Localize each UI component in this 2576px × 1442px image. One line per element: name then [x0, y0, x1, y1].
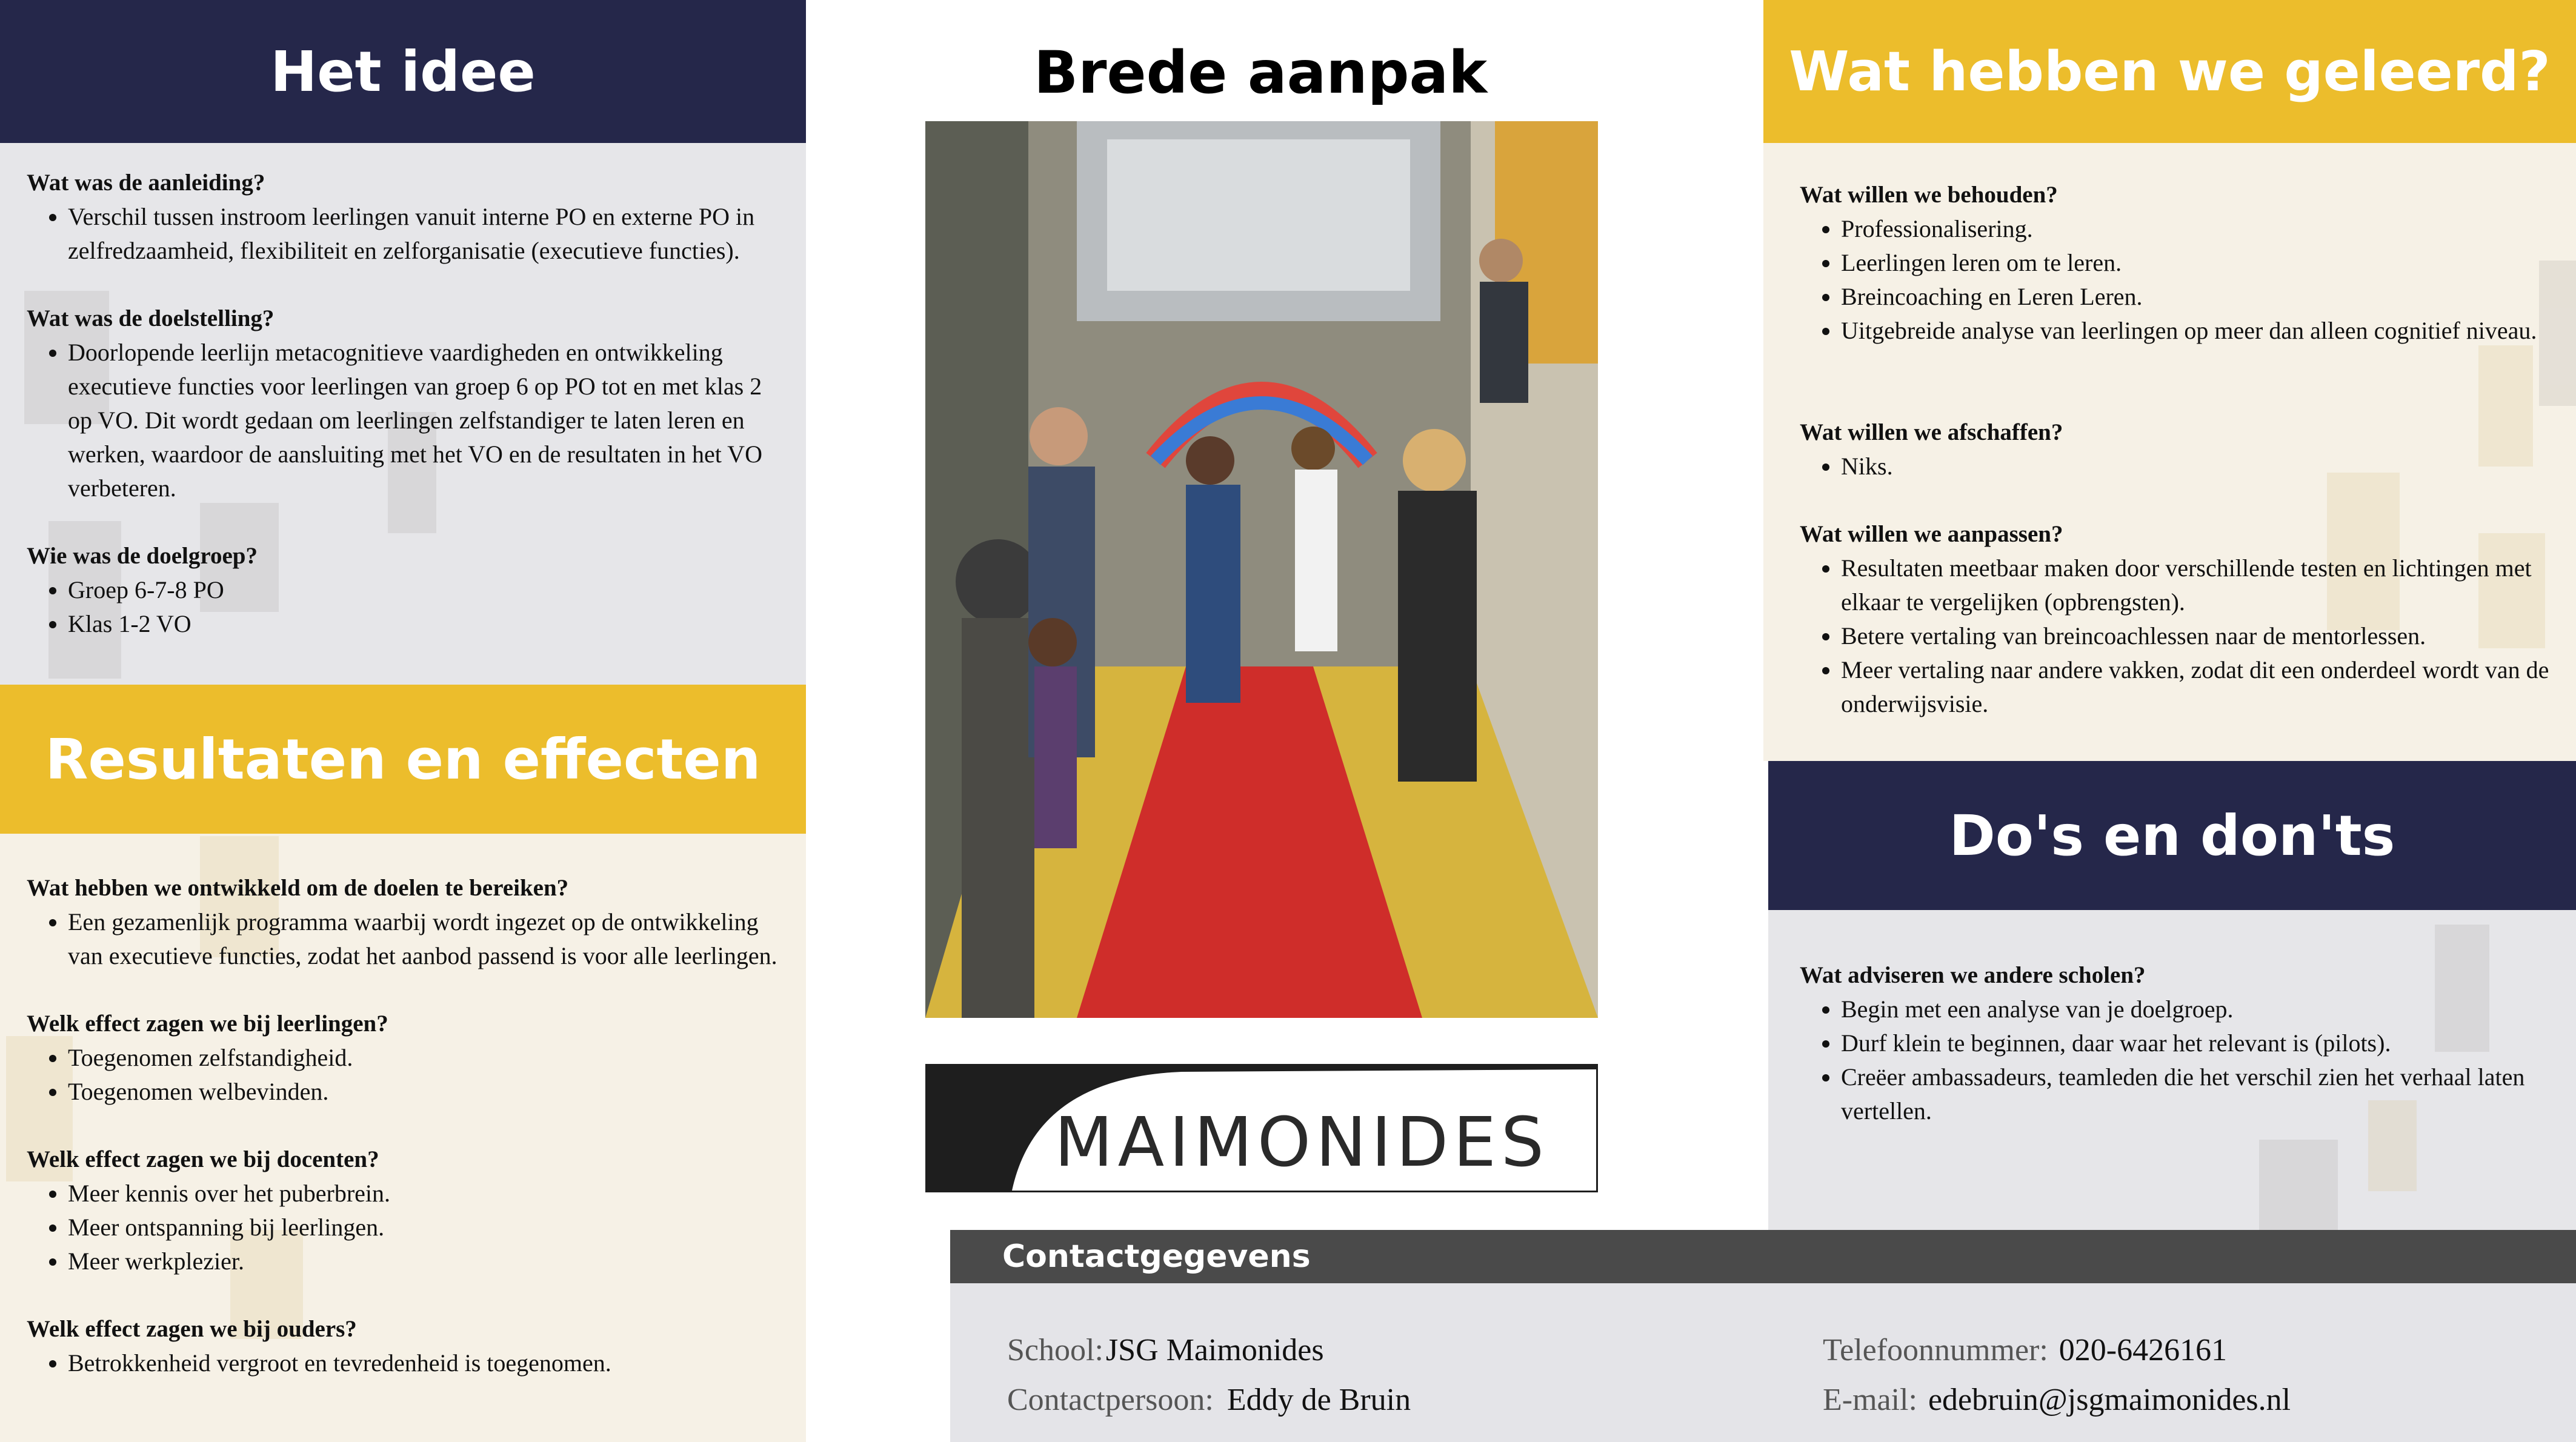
- brede-aanpak-header: [806, 24, 1715, 121]
- phone-value: 020-6426161: [2058, 1333, 2228, 1367]
- question: Wat adviseren we andere scholen?: [1800, 962, 2146, 988]
- dos-donts-panel: [1768, 761, 2576, 1230]
- answer-list: [1800, 212, 2569, 348]
- geleerd-title: Wat hebben we geleerd?: [1789, 39, 2551, 104]
- geleerd-content: [1800, 178, 2569, 755]
- question: Wat willen we afschaffen?: [1800, 419, 2063, 445]
- answer-list: [27, 905, 790, 973]
- qa-block: [1800, 959, 2563, 1128]
- question: Wat willen we behouden?: [1800, 182, 2058, 208]
- school-label: School:: [1007, 1333, 1103, 1367]
- logo-text: MAIMONIDES: [1054, 1103, 1549, 1182]
- question: Welk effect zagen we bij ouders?: [27, 1316, 357, 1342]
- question: Wat was de aanleiding?: [27, 170, 265, 196]
- answer-list: [27, 573, 784, 641]
- school-value: JSG Maimonides: [1105, 1333, 1324, 1367]
- het-idee-panel: [0, 0, 806, 685]
- list-item: • Professionalisering.: [1841, 212, 2569, 246]
- answer-list: [27, 336, 784, 505]
- list-item: • Betrokkenheid vergroot en tevredenheid is toegenomen.: [68, 1346, 790, 1380]
- list-item: • Klas 1-2 VO: [68, 607, 784, 641]
- list-item: • Meer ontspanning bij leerlingen.: [68, 1211, 790, 1244]
- contact-header-bar: [950, 1230, 2576, 1283]
- contact-person-value: Eddy de Bruin: [1226, 1383, 1411, 1417]
- qa-block: [27, 166, 784, 268]
- resultaten-content: [27, 871, 790, 1414]
- question: Wat hebben we ontwikkeld om de doelen te bereiken?: [27, 875, 569, 901]
- list-item: • Niks.: [1841, 450, 2569, 483]
- question: Welk effect zagen we bij docenten?: [27, 1146, 379, 1172]
- photo-illustration: [925, 121, 1598, 1018]
- email-value[interactable]: edebruin@jsgmaimonides.nl: [1928, 1383, 2291, 1417]
- brede-aanpak-title: Brede aanpak: [1033, 39, 1488, 107]
- list-item: • Doorlopende leerlijn metacognitieve vaardigheden en ontwikkeling executieve functies voor leerlingen van groep 6 op PO tot en met klas 2 op VO. Dit wordt gedaan om leerlingen zelfstandiger te laten leren en werken, waardoor de aansluiting met het VO en de resultaten in het VO verbeteren.: [68, 336, 784, 505]
- qa-block: [1800, 178, 2569, 348]
- list-item: • Meer kennis over het puberbrein.: [68, 1177, 790, 1211]
- answer-list: [27, 200, 784, 268]
- qa-block: [27, 1007, 790, 1109]
- qa-block: [1800, 416, 2569, 483]
- question: Wie was de doelgroep?: [27, 543, 258, 569]
- answer-list: [1800, 551, 2569, 721]
- school-row: [1007, 1329, 1411, 1379]
- qa-block: [1800, 517, 2569, 721]
- contact-left: [1007, 1329, 1411, 1429]
- phone-label: Telefoonnummer:: [1823, 1333, 2048, 1367]
- het-idee-content: [27, 166, 784, 675]
- answer-list: [27, 1346, 790, 1380]
- maimonides-logo: [925, 1064, 1598, 1192]
- qa-block: [27, 1312, 790, 1380]
- resultaten-title: Resultaten en effecten: [45, 726, 761, 792]
- email-row: [1823, 1379, 2291, 1429]
- answer-list: [1800, 450, 2569, 483]
- list-item: • Een gezamenlijk programma waarbij wordt ingezet op de ontwikkeling van executieve functies, zodat het aanbod passend is voor alle leerlingen.: [68, 905, 790, 973]
- contact-details: [950, 1283, 2576, 1442]
- contact-person-label: Contactpersoon:: [1007, 1383, 1214, 1417]
- school-event-photo: [925, 121, 1598, 1018]
- list-item: • Breincoaching en Leren Leren.: [1841, 280, 2569, 314]
- email-label: E-mail:: [1823, 1383, 1917, 1417]
- contact-title: Contactgegevens: [1002, 1238, 1311, 1275]
- contact-right: [1823, 1329, 2291, 1429]
- answer-list: [1800, 992, 2563, 1128]
- list-item: • Groep 6-7-8 PO: [68, 573, 784, 607]
- question: Welk effect zagen we bij leerlingen?: [27, 1011, 388, 1037]
- contact-person-row: [1007, 1379, 1411, 1429]
- list-item: • Creëer ambassadeurs, teamleden die het verschil zien het verhaal laten vertellen.: [1841, 1060, 2563, 1128]
- answer-list: [27, 1177, 790, 1278]
- qa-block: [27, 871, 790, 973]
- list-item: • Verschil tussen instroom leerlingen vanuit interne PO en externe PO in zelfredzaamheid, flexibiliteit en zelforganisatie (executieve functies).: [68, 200, 784, 268]
- question: Wat was de doelstelling?: [27, 305, 275, 331]
- qa-block: [27, 539, 784, 641]
- question: Wat willen we aanpassen?: [1800, 521, 2063, 547]
- list-item: • Durf klein te beginnen, daar waar het relevant is (pilots).: [1841, 1026, 2563, 1060]
- het-idee-title: Het idee: [270, 39, 536, 104]
- list-item: • Resultaten meetbaar maken door verschillende testen en lichtingen met elkaar te vergelijken (opbrengsten).: [1841, 551, 2569, 619]
- list-item: • Uitgebreide analyse van leerlingen op meer dan alleen cognitief niveau.: [1841, 314, 2569, 348]
- list-item: • Leerlingen leren om te leren.: [1841, 246, 2569, 280]
- dos-donts-header: [1768, 761, 2576, 910]
- dos-donts-content: [1800, 959, 2563, 1162]
- list-item: • Betere vertaling van breincoachlessen naar de mentorlessen.: [1841, 619, 2569, 653]
- list-item: • Toegenomen zelfstandigheid.: [68, 1041, 790, 1075]
- het-idee-header: [0, 0, 806, 143]
- phone-row: [1823, 1329, 2291, 1379]
- geleerd-header: [1763, 0, 2576, 143]
- list-item: • Begin met een analyse van je doelgroep.: [1841, 992, 2563, 1026]
- list-item: • Meer vertaling naar andere vakken, zodat dit een onderdeel wordt van de onderwijsvisie.: [1841, 653, 2569, 721]
- list-item: • Meer werkplezier.: [68, 1244, 790, 1278]
- answer-list: [27, 1041, 790, 1109]
- resultaten-panel: [0, 685, 806, 1442]
- geleerd-panel: [1763, 0, 2576, 761]
- dos-donts-title: Do's en don'ts: [1949, 803, 2395, 868]
- list-item: • Toegenomen welbevinden.: [68, 1075, 790, 1109]
- resultaten-header: [0, 685, 806, 834]
- qa-block: [27, 302, 784, 505]
- qa-block: [27, 1143, 790, 1278]
